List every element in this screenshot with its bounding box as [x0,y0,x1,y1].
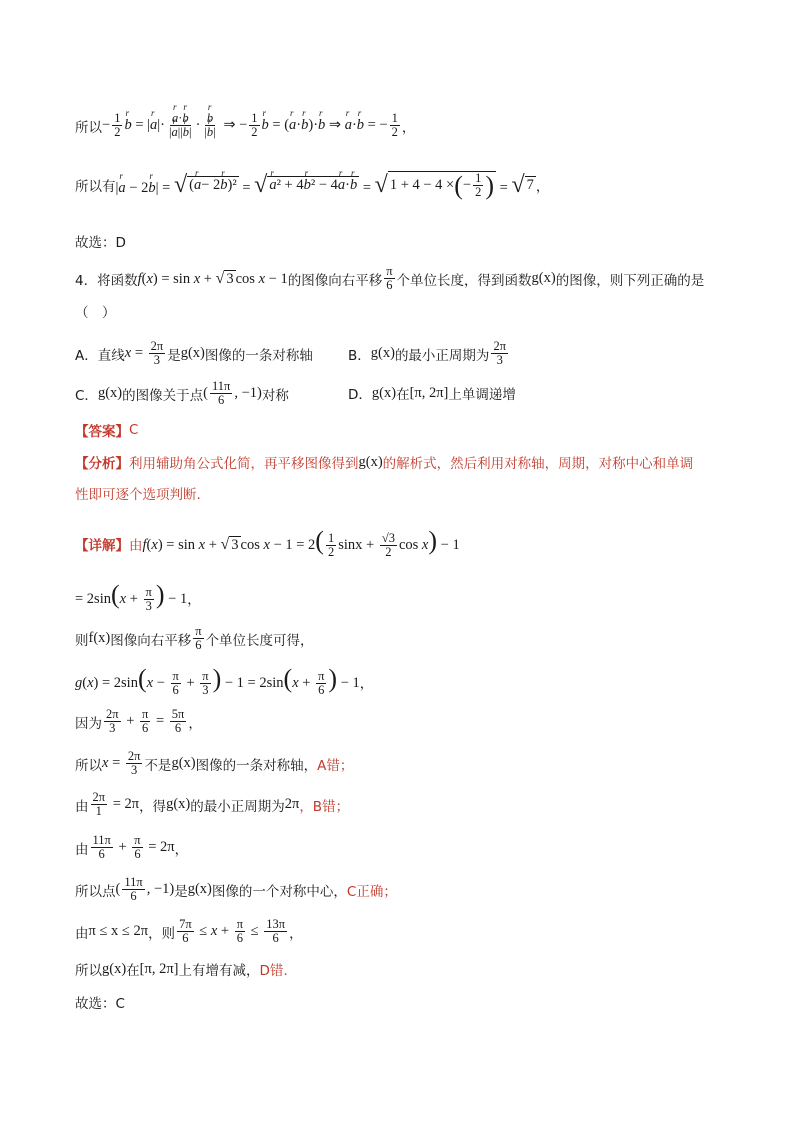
prev-solution-line-2: 所以有 |r a − 2r b| = √ ( r a − 2 r b )² = √ r a ² + 4 r b ² − 4 r a · r b = √ 1 + 4 − 4 × ( − $\frac{1}{2}$ ) = √ 7 ， [75,171,549,199]
option-b-math: $\frac{2\pi}{3}$ [493,339,506,368]
analysis-line-1: 【分析】 利用辅助角公式化简，再平移图像得到 g(x) 的解析式，然后利用对称轴，周期，对称中心和单调 [75,453,694,472]
option-c-point: ( $\frac{11\pi}{6}$ , −1) [203,379,262,408]
detail-step-7-formula: $\frac{2\pi}{1}$ = 2π [92,790,140,819]
detail-step-4: g(x) = 2sin(x − $\frac{\pi}{6}$ + $\frac{\pi}{3}$ ) − 1 = 2sin(x + $\frac{\pi}{6}$ ) − 1 ， [75,664,374,698]
detail-step-5-formula: $\frac{2\pi}{3}$ + $\frac{\pi}{6}$ = $\frac{5\pi}{6}$ [106,707,185,736]
vector-magnitude-equation: |r a − 2r b| = √ ( r a − 2 r b )² = √ r a ² + 4 r b ² − 4 r a · r b = √ 1 + 4 − 4 × ( − $\frac{1}{2}$ ) = √ 7 [116,171,536,199]
detail-step-4-formula: g(x) = 2sin(x − $\frac{\pi}{6}$ + $\frac{\pi}{3}$ ) − 1 = 2sin(x + $\frac{\pi}{6}$ ) − 1 [75,664,360,698]
detail-step-8: 由 $\frac{11\pi}{6}$ + $\frac{\pi}{6}$ = 2π ， [75,833,189,862]
detail-step-11: 所以 g(x) 在 [π, 2π] 上有增有减， D错. [75,960,288,979]
detail-step-6-formula: x = $\frac{2\pi}{3}$ [102,749,141,778]
detail-step-8-formula: $\frac{11\pi}{6}$ + $\frac{\pi}{6}$ = 2π [92,833,175,862]
detail-step-10: 由 π ≤ x ≤ 2π ，则 $\frac{7\pi}{6}$ ≤ x + $\frac{\pi}{6}$ ≤ $\frac{13\pi}{6}$ ， [75,917,303,946]
option-c: C． g(x) 的图像关于点 ( $\frac{11\pi}{6}$ , −1) 对称 [75,379,289,408]
stem-shift: $\frac{\pi}{6}$ [386,264,393,293]
detail-step-3: 则 f(x) 图像向右平移 $\frac{\pi}{6}$ 个单位长度可得， [75,624,314,653]
option-d: D． g(x) 在 [π, 2π] 上单调递增 [348,384,516,403]
vector-equation-1: − $\frac{1}{2}$ r b = |r a|· r $\frac{\text{a·r b}}{\text{|r a||r b|}}$ · r $\frac{b}{\text{|r b|}}$ ⇒ − $\frac{1}{2}$ r b = (r a·r b)·r b ⇒ r a·r b = − $\frac{1}{2}$ [102,112,402,139]
option-a-math: x = $\frac{2\pi}{3}$ [124,339,164,368]
final-answer-line: 故选：C [75,996,125,1012]
detail-step-10-formula: $\frac{7\pi}{6}$ ≤ x + $\frac{\pi}{6}$ ≤ $\frac{13\pi}{6}$ [179,917,286,946]
option-a: A． 直线 x = $\frac{2\pi}{3}$ 是 g(x) 图像的一条对称轴 [75,339,313,368]
detail-step-5: 因为 $\frac{2\pi}{3}$ + $\frac{\pi}{6}$ = $\frac{5\pi}{6}$ ， [75,707,202,736]
detail-step-1-formula: f(x) = sin x + √ 3 cos x − 1 = 2( $\frac{1}{2}$ sinx + $\frac{√3}{2}$ cos x) − 1 [142,526,460,560]
answer-line: 【答案】 C [75,422,139,440]
question-4-paren: （ ） [75,305,116,321]
analysis-line-2: 性即可逐个选项判断. [75,487,201,503]
prev-solution-line-1: 所以 − $\frac{1}{2}$ r b = |r a|· r $\frac{\text{a·r b}}{\text{|r a||r b|}}$ · r $\frac{b}{\text{|r b|}}$ ⇒ − $\frac{1}{2}$ r b = (r a·r b)·r b ⇒ r a·r b = − $\frac{1}{2}$ ， [75,112,415,139]
detail-step-6: 所以 x = $\frac{2\pi}{3}$ 不是 g(x) 图像的一条对称轴， A错； [75,749,354,778]
detail-step-2-formula: = 2sin(x + $\frac{\pi}{3}$ ) − 1 [75,580,188,614]
prev-answer-line: 故选：D [75,235,126,251]
detail-step-9-point: ( $\frac{11\pi}{6}$ , −1) [115,875,175,904]
detail-step-7: 由 $\frac{2\pi}{1}$ = 2π ，得 g(x) 的最小正周期为 2π ，B错； [75,790,350,819]
question-4-stem: 4． 将函数 f(x) = sin x + √ 3 cos x − 1 的图像向右平移 $\frac{\pi}{6}$ 个单位长度，得到函数 g(x) 的图像，则下列正确的是 [75,264,705,293]
detail-step-1: 【详解】 由 f(x) = sin x + √ 3 cos x − 1 = 2( $\frac{1}{2}$ sinx + $\frac{√3}{2}$ cos x) − 1 [75,526,460,560]
stem-function: f(x) = sin x + √ 3 cos x − 1 [137,269,288,287]
option-b: B． g(x) 的最小正周期为 $\frac{2\pi}{3}$ [348,339,506,368]
detail-step-3-shift: $\frac{\pi}{6}$ [195,624,202,653]
detail-step-2: = 2sin(x + $\frac{\pi}{3}$ ) − 1 ， [75,580,201,614]
detail-step-9: 所以点 ( $\frac{11\pi}{6}$ , −1) 是 g(x) 图像的一个对称中心， C正确； [75,875,397,904]
